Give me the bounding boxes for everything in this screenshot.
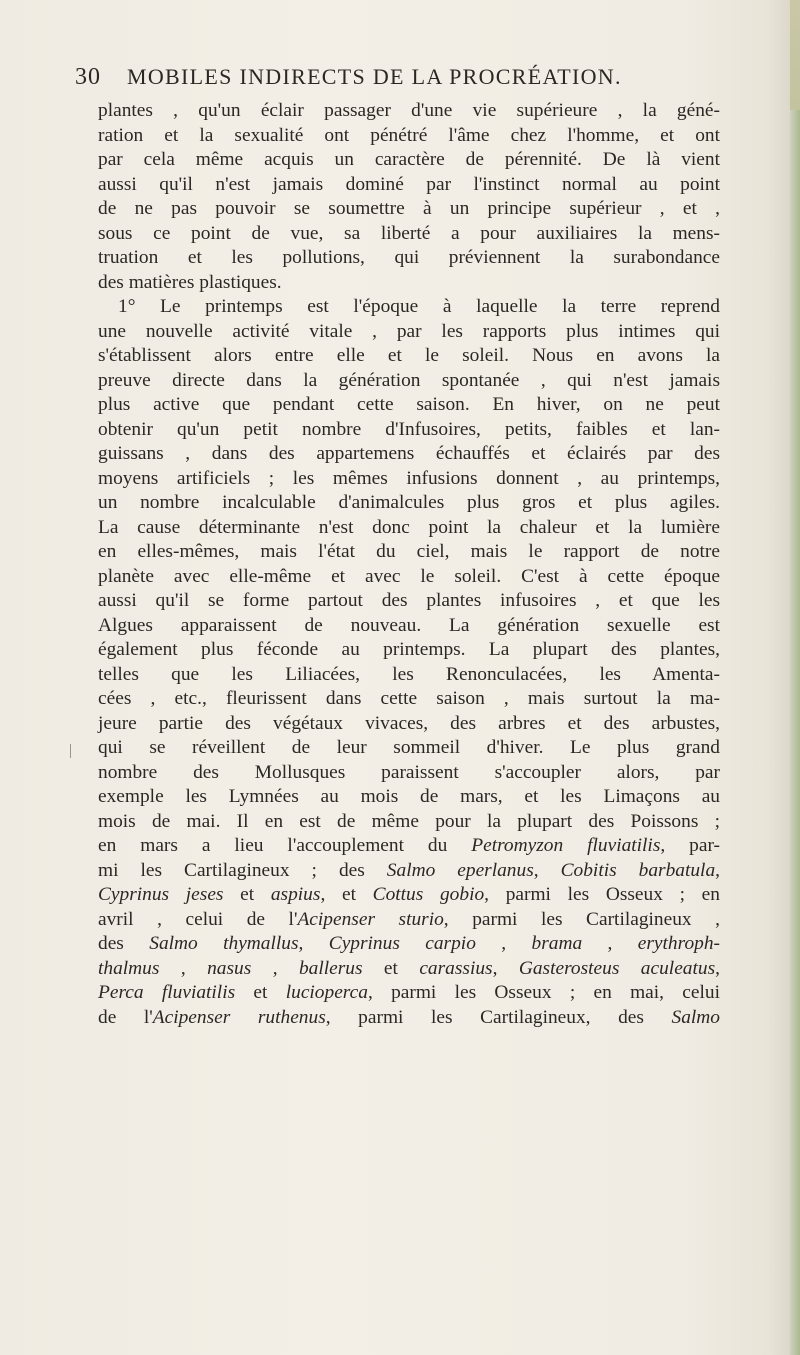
text-line: mois de mai. Il en est de même pour la plupart des Poissons ; <box>98 810 720 832</box>
text-run: en mars a lieu l'accouplement du <box>98 835 472 856</box>
text-line: truation et les pollutions, qui préviennent la surabondance <box>98 247 720 268</box>
text-line: guissans , dans des appartemens échauffés et éclairés par des <box>98 443 720 464</box>
page-edge-shadow <box>790 0 800 1355</box>
text-line: aussi qu'il n'est jamais dominé par l'instinct normal au point <box>98 173 720 195</box>
text-run: avril , celui de l' <box>98 908 298 930</box>
text-run: mi les Cartilagineux ; des <box>98 859 387 881</box>
text-run: , <box>582 933 638 954</box>
text-line: des matières plastiques. <box>98 271 282 293</box>
species-name: Perca fluviatilis <box>98 982 236 1003</box>
text-line: par cela même acquis un caractère de pérennité. De là vient <box>98 149 720 170</box>
text-run: , parmi les Cartilagineux, des <box>325 1006 672 1028</box>
species-name: Cyprinus jeses <box>98 884 224 905</box>
body-text <box>98 99 720 1030</box>
text-run: , <box>298 933 329 954</box>
text-line: nombre des Mollusques paraissent s'accoupler alors, par <box>98 761 720 783</box>
text-run: , <box>715 859 720 881</box>
text-run: , <box>533 859 561 881</box>
text-line: planète avec elle-même et avec le soleil. C'est à cette époque <box>98 565 720 587</box>
text-run: , parmi les Cartilagineux , <box>443 908 720 930</box>
text-run: des <box>98 933 150 954</box>
species-name: Acipenser ruthenus <box>152 1006 326 1028</box>
text-run: de l' <box>98 1006 153 1028</box>
text-line <box>98 981 720 1006</box>
species-name: Salmo eperlanus <box>386 859 534 881</box>
species-name: Acipenser sturio <box>297 908 444 930</box>
text-line: obtenir qu'un petit nombre d'Infusoires, petits, faibles et lan- <box>98 418 720 440</box>
text-line: La cause déterminante n'est donc point la chaleur et la lumière <box>98 516 720 538</box>
species-name: Salmo thymallus <box>149 933 299 954</box>
margin-pencil-mark <box>70 744 75 758</box>
text-line: plantes , qu'un éclair passager d'une vie supérieure , la géné- <box>98 100 720 121</box>
species-name: Cottus gobio <box>372 884 485 905</box>
species-name: Cyprinus carpio <box>328 933 476 954</box>
text-run: , par- <box>660 835 720 856</box>
text-line: ration et la sexualité ont pénétré l'âme chez l'homme, et ont <box>98 124 720 146</box>
species-name: lucioperca <box>285 982 368 1003</box>
text-line <box>98 932 720 957</box>
text-line: en elles-mêmes, mais l'état du ciel, mais le rapport de notre <box>98 541 720 562</box>
text-line: preuve directe dans la génération spontanée , qui n'est jamais <box>98 369 720 391</box>
text-line: qui se réveillent de leur sommeil d'hiver. Le plus grand <box>98 737 720 758</box>
species-name: Cobitis barbatula <box>560 859 716 881</box>
species-name: ballerus <box>298 957 363 979</box>
species-name: brama <box>531 933 583 954</box>
species-name: Salmo <box>671 1006 720 1028</box>
running-head: MOBILES INDIRECTS DE LA PROCRÉATION. <box>127 64 622 89</box>
text-run: , <box>159 957 208 979</box>
text-line: aussi qu'il se forme partout des plantes infusoires , et que les <box>98 590 720 611</box>
text-line: une nouvelle activité vitale , par les rapports plus intimes qui <box>98 320 720 342</box>
page-number: 30 <box>75 64 101 90</box>
text-line: sous ce point de vue, sa liberté a pour auxiliaires la mens- <box>98 222 720 244</box>
text-line: également plus féconde au printemps. La plupart des plantes, <box>98 639 720 660</box>
species-name: thalmus <box>98 957 160 979</box>
text-run: , et <box>320 884 373 905</box>
text-run: , <box>715 957 720 979</box>
page-header <box>75 64 725 96</box>
species-name: nasus <box>207 957 252 979</box>
text-line: cées , etc., fleurissent dans cette saison , mais surtout la ma- <box>98 688 720 709</box>
text-line <box>98 1006 720 1031</box>
species-name: erythroph- <box>637 933 720 954</box>
text-line: un nombre incalculable d'animalcules plus gros et plus agiles. <box>98 492 720 513</box>
species-name: carassius <box>419 957 493 979</box>
text-line: moyens artificiels ; les mêmes infusions donnent , au printemps, <box>98 467 720 489</box>
text-line: exemple les Lymnées au mois de mars, et les Limaçons au <box>98 786 720 807</box>
text-line: Algues apparaissent de nouveau. La génération sexuelle est <box>98 614 720 636</box>
text-line: plus active que pendant cette saison. En hiver, on ne peut <box>98 394 720 415</box>
text-run: , parmi les Osseux ; en <box>484 884 720 905</box>
text-run: , <box>251 957 299 979</box>
text-run: , parmi les Osseux ; en mai, celui <box>367 982 720 1003</box>
species-name: Petromyzon fluviatilis <box>471 835 661 856</box>
text-line <box>98 957 720 982</box>
text-line <box>98 859 720 884</box>
text-line: jeure partie des végétaux vivaces, des arbres et des arbustes, <box>98 712 720 734</box>
text-run: et <box>223 884 271 905</box>
text-line: s'établissent alors entre elle et le soleil. Nous en avons la <box>98 345 720 366</box>
species-name: aspius <box>270 884 321 905</box>
text-run: , <box>492 957 519 979</box>
species-name: Gasterosteus aculeatus <box>518 957 716 979</box>
text-line <box>98 908 720 933</box>
paragraph-start-line: 1° Le printemps est l'époque à laquelle la terre reprend <box>118 296 720 317</box>
text-run: et <box>235 982 286 1003</box>
page-edge-top-stain <box>790 0 800 110</box>
text-line <box>98 834 720 859</box>
text-line: telles que les Liliacées, les Renonculacées, les Amenta- <box>98 663 720 685</box>
text-line: de ne pas pouvoir se soumettre à un principe supérieur , et , <box>98 198 720 219</box>
text-line <box>98 883 720 908</box>
text-run: et <box>362 957 420 979</box>
text-run: , <box>475 933 532 954</box>
